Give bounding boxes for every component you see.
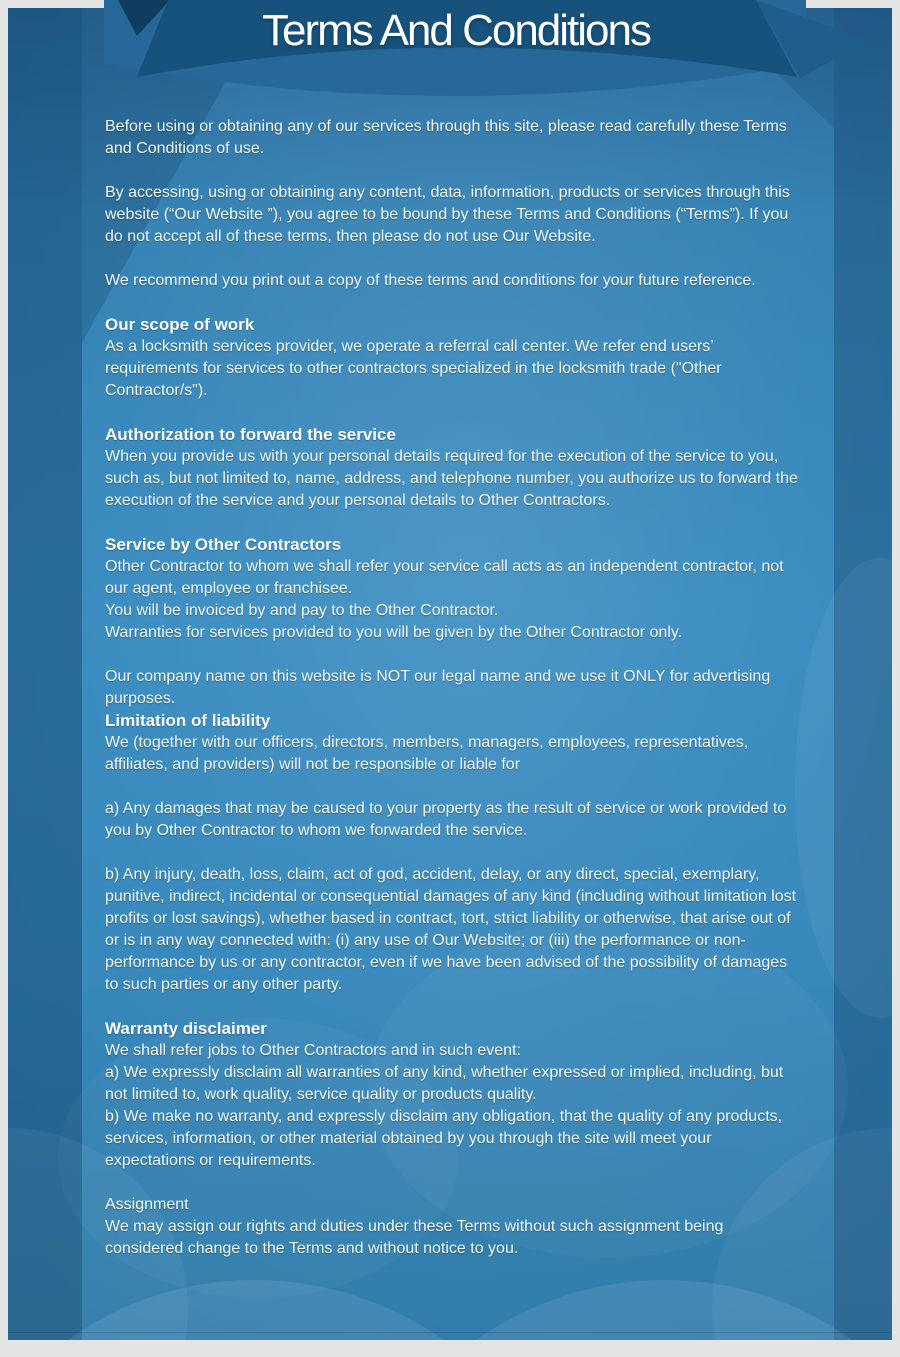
section-heading-liability: Limitation of liability: [105, 711, 271, 730]
section-heading-warranty: Warranty disclaimer: [105, 1019, 267, 1038]
section-paragraph: Our company name on this website is NOT our legal name and we use it ONLY for advertising purposes.: [105, 668, 771, 707]
terms-text: [105, 116, 799, 1260]
section-paragraph: You will be invoiced by and pay to the Other Contractor.: [105, 602, 499, 619]
section-paragraph: b) Any injury, death, loss, claim, act of god, accident, delay, or any direct, special, exemplary, punitive, indirect, incidental or consequential damages of any kind (including without limitation lost profits or lost savings), whether based in contract, tort, strict liability or otherwise, that arise out of or is in any way connected with: (i) any use of Our Website; or (iii) the performance or non-performance by us or any contractor, even if we have been advised of the possibility of damages to such parties or any other party.: [105, 866, 797, 993]
section-paragraph: a) We expressly disclaim all warranties of any kind, whether expressed or implied, including, but not limited to, work quality, service quality or products quality.: [105, 1064, 784, 1103]
section-body-scope: As a locksmith services provider, we operate a referral call center. We refer end users’ requirements for services to other contractors specialized in the locksmith trade ("Other Contractor/s").: [105, 338, 722, 399]
section-paragraph: Warranties for services provided to you will be given by the Other Contractor only.: [105, 624, 683, 641]
section-paragraph: b) We make no warranty, and expressly disclaim any obligation, that the quality of any products, services, information, or other material obtained by you through the site will meet your expectations or requirements.: [105, 1108, 783, 1169]
intro-paragraph: By accessing, using or obtaining any content, data, information, products or services through this website (“Our Website ”), you agree to be bound by these Terms and Conditions (“Terms”). If you do not accept all of these terms, then please do not use Our Website.: [105, 184, 790, 245]
section-heading-scope: Our scope of work: [105, 315, 255, 334]
section-paragraph: a) Any damages that may be caused to your property as the result of service or work provided to you by Other Contractor to whom we forwarded the service.: [105, 800, 787, 839]
section-heading-service: Service by Other Contractors: [105, 535, 342, 554]
intro-paragraph: Before using or obtaining any of our services through this site, please read carefully these Terms and Conditions of use.: [105, 118, 787, 157]
section-heading-authorization: Authorization to forward the service: [105, 425, 396, 444]
section-paragraph: We shall refer jobs to Other Contractors and in such event:: [105, 1042, 521, 1059]
page-title: Terms And Conditions: [262, 6, 650, 55]
section-heading-assignment: Assignment: [105, 1196, 189, 1213]
intro-paragraph: We recommend you print out a copy of these terms and conditions for your future reference.: [105, 272, 756, 289]
page-frame: [8, 8, 892, 1340]
section-body-authorization: When you provide us with your personal details required for the execution of the service to you, such as, but not limited to, name, address, and telephone number, you authorize us to forward the execution of the service and your personal details to Other Contractors.: [105, 448, 798, 509]
section-paragraph: Other Contractor to whom we shall refer your service call acts as an independent contractor, not our agent, employee or franchisee.: [105, 558, 784, 597]
section-paragraph: We (together with our officers, directors, members, managers, employees, representatives, affiliates, and providers) will not be responsible or liable for: [105, 734, 749, 773]
section-body-assignment: We may assign our rights and duties under these Terms without such assignment being considered change to the Terms and without notice to you.: [105, 1218, 724, 1257]
